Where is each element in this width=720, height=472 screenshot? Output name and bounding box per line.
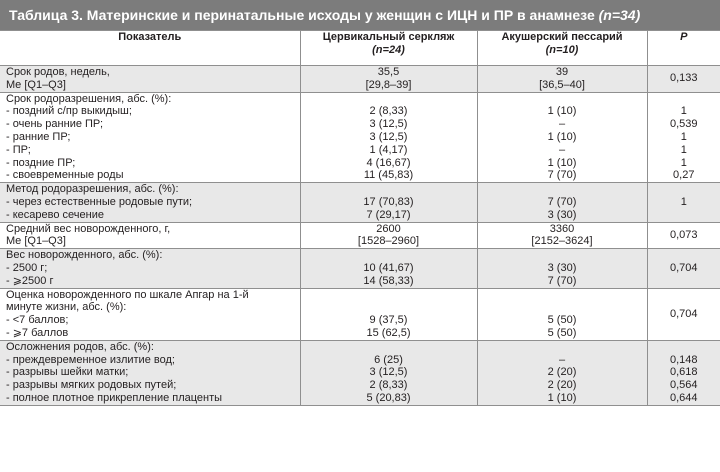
row-p-value-line: 1	[680, 143, 687, 156]
row-label	[0, 340, 300, 405]
row-cerclage-value-line: 15 (62,5)	[366, 326, 411, 339]
row-label	[0, 288, 300, 340]
table-body	[0, 66, 720, 406]
row-pessary-value-line	[484, 341, 641, 354]
row-p-value	[647, 183, 720, 222]
row-pessary-value-line	[484, 93, 641, 106]
row-pessary-value-line: 7 (70)	[547, 169, 577, 182]
row-p-value-line: 1	[680, 130, 687, 143]
outcomes-table	[0, 30, 720, 406]
row-cerclage-value-line: [29,8–39]	[365, 78, 412, 91]
row-cerclage-value-line	[307, 93, 471, 106]
row-pessary-value	[477, 66, 647, 93]
row-label-line: - ⩾2500 г	[6, 274, 54, 287]
row-pessary-value-line: 1 (10)	[547, 156, 577, 169]
row-pessary-value-line: 2 (20)	[547, 379, 577, 392]
header-pessary-label: Акушерский пессарий	[501, 31, 623, 43]
row-p-value-line: 0,704	[669, 261, 698, 274]
table-header-row	[0, 31, 720, 66]
row-label-line: - ⩾7 баллов	[6, 326, 69, 339]
row-cerclage-value	[300, 183, 477, 222]
table-title-n: (n=34)	[598, 7, 641, 23]
row-label-line: Метод родоразрешения, абс. (%):	[6, 183, 179, 196]
row-label-line: - разрывы мягких родовых путей;	[6, 379, 177, 392]
row-cerclage-value-line	[307, 301, 471, 314]
row-pessary-value-line: 39	[555, 66, 569, 78]
row-label-line: минуте жизни, абс. (%):	[6, 301, 127, 314]
row-pessary-value	[477, 222, 647, 249]
table-row	[0, 222, 720, 249]
row-cerclage-value	[300, 249, 477, 288]
row-pessary-value-line	[484, 249, 641, 262]
header-cerclage	[300, 31, 477, 66]
header-indicator: Показатель	[0, 31, 300, 66]
row-label-line: - полное плотное прикрепление плаценты	[6, 391, 223, 404]
row-cerclage-value-line: 9 (37,5)	[369, 314, 408, 327]
row-cerclage-value-line: 14 (58,33)	[363, 274, 414, 287]
row-pessary-value-line: 1 (10)	[547, 130, 577, 143]
row-cerclage-value	[300, 222, 477, 249]
row-p-value-line	[654, 341, 715, 354]
row-label-line: - поздний с/пр выкидыш;	[6, 105, 132, 118]
row-p-value	[647, 249, 720, 288]
row-p-value-line: 1	[680, 195, 687, 208]
row-label-line: Me [Q1–Q3]	[6, 235, 66, 248]
row-pessary-value-line: –	[558, 353, 566, 366]
row-cerclage-value-line: 10 (41,67)	[363, 261, 414, 274]
row-label-line: - ПР;	[6, 143, 31, 156]
row-label-line: - <7 баллов;	[6, 314, 69, 327]
header-pessary-n: (n=10)	[545, 43, 579, 56]
row-cerclage-value-line: 3 (12,5)	[369, 118, 408, 131]
row-p-value-line: 0,073	[669, 228, 698, 241]
row-p-value-line: 0,539	[669, 118, 698, 131]
row-cerclage-value-line	[307, 249, 471, 262]
row-pessary-value-line: 7 (70)	[547, 274, 577, 287]
row-p-value-line: 1	[680, 156, 687, 169]
row-pessary-value-line: 3 (30)	[547, 208, 577, 221]
row-label-line: Срок родоразрешения, абс. (%):	[6, 92, 172, 105]
row-label-line: - через естественные родовые пути;	[6, 195, 193, 208]
row-pessary-value-line: 3 (30)	[547, 261, 577, 274]
row-pessary-value-line: 7 (70)	[547, 195, 577, 208]
row-cerclage-value-line: 7 (29,17)	[366, 208, 411, 221]
row-pessary-value-line: 2 (20)	[547, 366, 577, 379]
row-p-value-line: 0,704	[669, 307, 698, 320]
row-label-line: - кесарево сечение	[6, 208, 104, 221]
row-cerclage-value	[300, 92, 477, 183]
row-label-line: Срок родов, недель,	[6, 66, 110, 78]
row-pessary-value-line	[484, 301, 641, 314]
row-cerclage-value-line: 17 (70,83)	[363, 195, 414, 208]
row-cerclage-value-line: 2 (8,33)	[369, 105, 408, 118]
row-pessary-value	[477, 288, 647, 340]
table-row	[0, 340, 720, 405]
row-cerclage-value-line	[307, 289, 471, 302]
row-pessary-value-line: –	[558, 118, 566, 131]
row-p-value-line	[654, 93, 715, 106]
row-p-value-line: 0,618	[669, 366, 698, 379]
row-cerclage-value-line: 35,5	[377, 66, 400, 78]
row-p-value-line: 1	[680, 105, 687, 118]
header-pessary	[477, 31, 647, 66]
table-row	[0, 92, 720, 183]
row-label-line: - своевременные роды	[6, 169, 124, 182]
table-row	[0, 66, 720, 93]
row-label	[0, 222, 300, 249]
row-label-line: Оценка новорожденного по шкале Апгар на 1-й	[6, 288, 249, 301]
table-row	[0, 249, 720, 288]
row-cerclage-value	[300, 66, 477, 93]
row-p-value	[647, 288, 720, 340]
row-cerclage-value-line: 4 (16,67)	[366, 156, 411, 169]
row-pessary-value-line	[484, 289, 641, 302]
row-label-line: Me [Q1–Q3]	[6, 78, 66, 91]
row-label-line: - 2500 г;	[6, 261, 48, 274]
row-pessary-value-line: –	[558, 143, 566, 156]
row-label	[0, 92, 300, 183]
row-p-value	[647, 340, 720, 405]
row-p-value-line: 0,564	[669, 379, 698, 392]
row-p-value	[647, 92, 720, 183]
row-cerclage-value-line: 11 (45,83)	[363, 169, 414, 182]
header-p: P	[647, 31, 720, 66]
row-cerclage-value	[300, 288, 477, 340]
row-pessary-value-line: 5 (50)	[547, 314, 577, 327]
row-cerclage-value-line: 5 (20,83)	[366, 391, 411, 404]
table-row	[0, 288, 720, 340]
table-title	[0, 0, 720, 30]
row-pessary-value-line: 5 (50)	[547, 326, 577, 339]
row-cerclage-value-line: 1 (4,17)	[369, 143, 408, 156]
row-pessary-value-line: 1 (10)	[547, 105, 577, 118]
row-cerclage-value-line: 3 (12,5)	[369, 366, 408, 379]
row-pessary-value-line: 3360	[549, 222, 575, 235]
row-label-line: Осложнения родов, абс. (%):	[6, 340, 154, 353]
row-label-line: - очень ранние ПР;	[6, 118, 104, 131]
row-cerclage-value-line: 2600	[376, 222, 401, 235]
row-pessary-value	[477, 249, 647, 288]
row-cerclage-value-line	[307, 341, 471, 354]
row-label-line: - ранние ПР;	[6, 130, 71, 143]
row-pessary-value	[477, 340, 647, 405]
table-title-text: Таблица 3. Материнские и перинатальные исходы у женщин с ИЦН и ПР в анамнезе	[9, 7, 595, 23]
table-row	[0, 183, 720, 222]
row-p-value-line: 0,148	[669, 353, 698, 366]
row-label-line: Вес новорожденного, абс. (%):	[6, 249, 163, 262]
row-label	[0, 183, 300, 222]
row-p-value	[647, 222, 720, 249]
row-cerclage-value-line: 6 (25)	[374, 353, 403, 366]
row-label-line: Средний вес новорожденного, г,	[6, 222, 171, 235]
row-pessary-value-line	[484, 183, 641, 196]
row-cerclage-value-line: 3 (12,5)	[369, 130, 408, 143]
row-p-value	[647, 66, 720, 93]
row-pessary-value-line: [2152–3624]	[531, 235, 593, 248]
row-pessary-value	[477, 183, 647, 222]
row-p-value-line: 0,133	[669, 72, 698, 85]
row-pessary-value	[477, 92, 647, 183]
row-label-line: - преждевременное излитие вод;	[6, 353, 175, 366]
row-label-line: - поздние ПР;	[6, 156, 76, 169]
row-cerclage-value-line	[307, 183, 471, 196]
row-cerclage-value-line: [1528–2960]	[357, 235, 420, 248]
row-cerclage-value-line: 2 (8,33)	[369, 379, 408, 392]
row-cerclage-value	[300, 340, 477, 405]
row-pessary-value-line: [36,5–40]	[539, 78, 585, 91]
header-cerclage-label: Цервикальный серкляж	[322, 31, 455, 43]
row-label	[0, 66, 300, 93]
row-p-value-line: 0,27	[673, 169, 695, 182]
row-label-line: - разрывы шейки матки;	[6, 366, 129, 379]
row-label	[0, 249, 300, 288]
row-p-value-line: 0,644	[669, 391, 698, 404]
header-cerclage-n: (n=24)	[372, 43, 405, 56]
row-pessary-value-line: 1 (10)	[547, 391, 577, 404]
